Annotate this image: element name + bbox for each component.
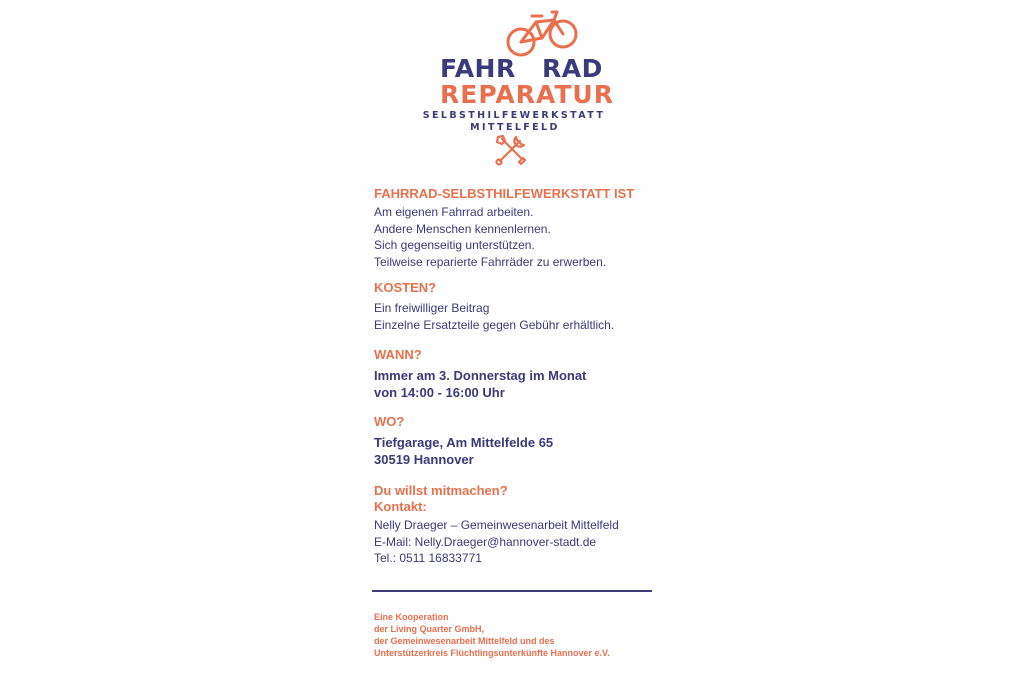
section-heading: WANN? [374, 347, 422, 362]
text-line: Andere Menschen kennenlernen. [374, 221, 551, 236]
section-heading: Du willst mitmachen? [374, 483, 508, 498]
section-heading: WO? [374, 414, 405, 429]
contact-email: E-Mail: Nelly.Draeger@hannover-stadt.de [374, 534, 597, 549]
bicycle-icon [502, 8, 582, 60]
section-heading: KOSTEN? [374, 280, 437, 295]
footer-line: der Living Quarter GmbH, [374, 624, 485, 634]
section-intro [374, 186, 634, 270]
contact-phone: Tel.: 0511 16833771 [374, 551, 482, 565]
text-line: 30519 Hannover [374, 452, 474, 467]
footer-line: Unterstützerkreis Flüchtlingsunterkünfte Hannover e.V. [374, 648, 610, 658]
text-line: Teilweise reparierte Fahrräder zu erwerben. [374, 254, 607, 269]
section-heading: Kontakt: [374, 499, 427, 514]
text-line: Einzelne Ersatzteile gegen Gebühr erhältlich. [374, 317, 615, 332]
wrench-icon [494, 133, 528, 167]
footer-line: Eine Kooperation [374, 612, 449, 622]
section-wann [374, 347, 586, 401]
text-line: Sich gegenseitig unterstützen. [374, 238, 535, 252]
section-wo [374, 414, 553, 468]
footer [374, 611, 610, 659]
text-line: Am eigenen Fahrrad arbeiten. [374, 205, 534, 219]
divider [372, 590, 652, 592]
text-line: von 14:00 - 16:00 Uhr [374, 385, 505, 400]
logo-subtitle-2: MITTELFELD [470, 122, 560, 133]
logo-reparatur: REPARATUR [440, 80, 614, 109]
footer-line: der Gemeinwesenarbeit Mittelfeld und des [374, 636, 555, 646]
text-line: Ein freiwilliger Beitrag [374, 301, 490, 315]
section-kontakt [374, 483, 619, 567]
text-line: Immer am 3. Donnerstag im Monat [374, 368, 587, 383]
logo-fahr: FAHR [440, 54, 516, 83]
contact-name: Nelly Draeger – Gemeinwesenarbeit Mittelfeld [374, 518, 619, 532]
text-line: Tiefgarage, Am Mittelfelde 65 [374, 435, 554, 450]
logo-rad: RAD [542, 54, 603, 83]
section-kosten [374, 280, 614, 333]
logo-subtitle-1: SELBSTHILFEWERKSTATT [422, 110, 606, 121]
section-heading: FAHRRAD-SELBSTHILFEWERKSTATT IST [374, 186, 635, 201]
logo [420, 8, 614, 168]
